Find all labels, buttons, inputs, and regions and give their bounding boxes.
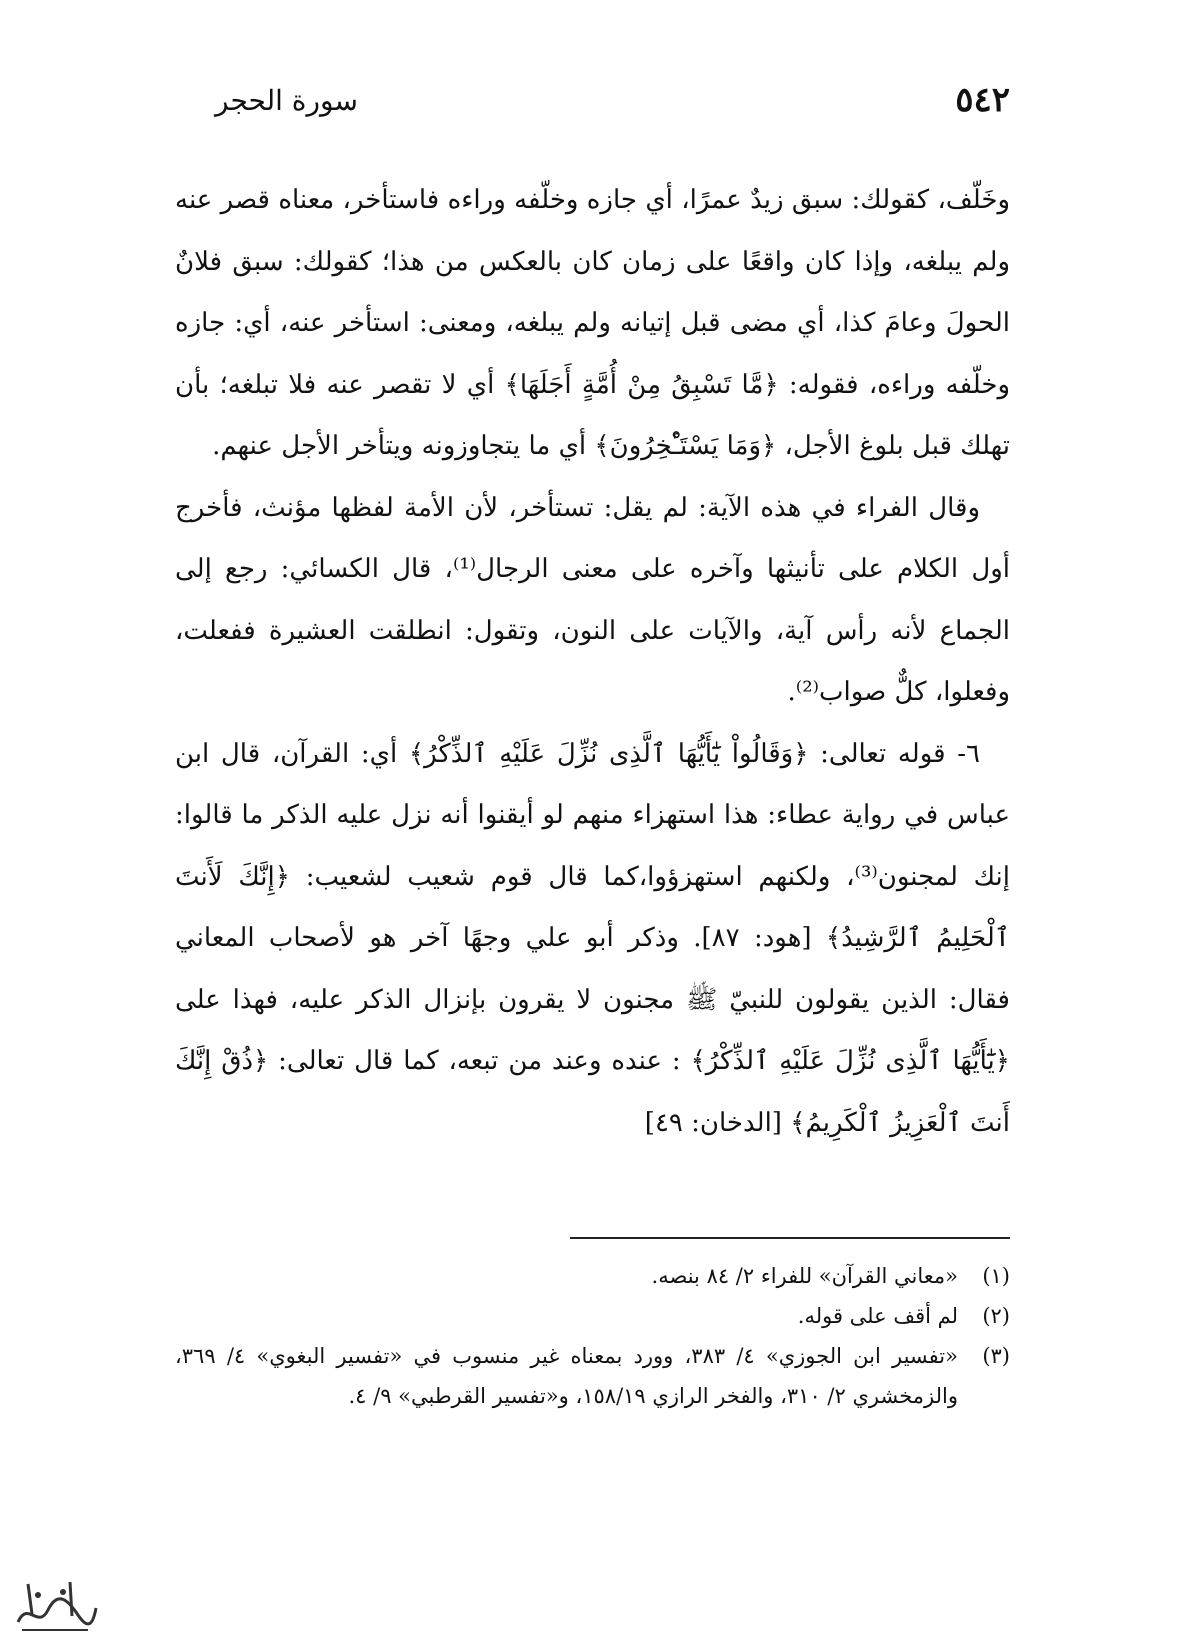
footnote-item	[175, 1256, 1010, 1296]
footnote-separator	[570, 1237, 1010, 1239]
footnote-number: (١)	[982, 1264, 1010, 1288]
main-text	[175, 170, 1010, 1154]
footnote-number: (٣)	[982, 1344, 1010, 1368]
paragraph-2: وقال الفراء في هذه الآية: لم يقل: تستأخر، لأن الأمة لفظها مؤنث، فأخرج أول الكلام على تأنيثها وآخره على معنى الرجال⁽¹⁾، قال الكسائي: رجع إلى الجماع لأنه رأس آية، والآيات على النون، وتقول: انطلقت العشيرة ففعلت، وفعلوا، كلٌّ صواب⁽²⁾.	[175, 492, 1011, 707]
footnote-text: «تفسير ابن الجوزي» ٤/ ٣٨٣، وورد بمعناه غير منسوب في «تفسير البغوي» ٤/ ٣٦٩، والزمخشري ٢/ ٣١٠، والفخر الرازي ١٥٨/١٩، و«تفسير القرطبي» ٩/ ٤.	[175, 1344, 958, 1408]
paragraph-1: وخَلّف، كقولك: سبق زيدٌ عمرًا، أي جازه وخلّفه وراءه فاستأخر، معناه قصر عنه ولم يبلغه، وإذا كان واقعًا على زمان كان بالعكس من هذا؛ كقولك: سبق فلانٌ الحولَ وعامَ كذا، أي مضى قبل إتيانه ولم يبلغه، ومعنى: استأخر عنه، أي: جازه وخلّفه وراءه، فقوله: ﴿مَّا تَسْبِقُ مِنْ أُمَّةٍ أَجَلَهَا﴾ أي لا تقصر عنه فلا تبلغه؛ بأن تهلك قبل بلوغ الأجل، ﴿وَمَا يَسْتَـْٔخِرُونَ﴾ أي ما يتجاوزونه ويتأخر الأجل عنهم.	[175, 185, 1010, 461]
footnote-item	[175, 1336, 1010, 1416]
footnotes	[175, 1256, 1010, 1416]
paragraph-3: ٦- قوله تعالى: ﴿وَقَالُواْ يَٰٓأَيُّهَا ٱلَّذِى نُزِّلَ عَلَيْهِ ٱلذِّكْرُ﴾ أي: القرآن، قال ابن عباس في رواية عطاء: هذا استهزاء منهم لو أيقنوا أنه نزل عليه الذكر ما قالوا: إنك لمجنون⁽³⁾، ولكنهم استهزؤوا،كما قال قوم شعيب لشعيب: ﴿إِنَّكَ لَأَنتَ ٱلْحَلِيمُ ٱلرَّشِيدُ﴾ [هود: ٨٧]. وذكر أبو علي وجهًا آخر هو لأصحاب المعاني فقال: الذين يقولون للنبيّ ﷺ مجنون لا يقرون بإنزال الذكر عليه، فهذا على ﴿يَٰٓأَيُّهَا ٱلَّذِى نُزِّلَ عَلَيْهِ ٱلذِّكْرُ﴾ : عنده وعند من تبعه، كما قال تعالى: ﴿ذُقْ إِنَّكَ أَنتَ ٱلْعَزِيزُ ٱلْكَرِيمُ﴾ [الدخان: ٤٩]	[175, 738, 1010, 1138]
page-header	[175, 70, 1010, 120]
running-title: سورة الحجر	[215, 84, 358, 117]
footnote-item	[175, 1296, 1010, 1336]
watermark-logo	[8, 1570, 100, 1640]
footnote-number: (٢)	[982, 1304, 1010, 1328]
footnote-text: لم أقف على قوله.	[797, 1304, 958, 1328]
page-number: ٥٤٢	[955, 80, 1010, 120]
footnote-text: «معاني القرآن» للفراء ٢/ ٨٤ بنصه.	[651, 1264, 958, 1288]
